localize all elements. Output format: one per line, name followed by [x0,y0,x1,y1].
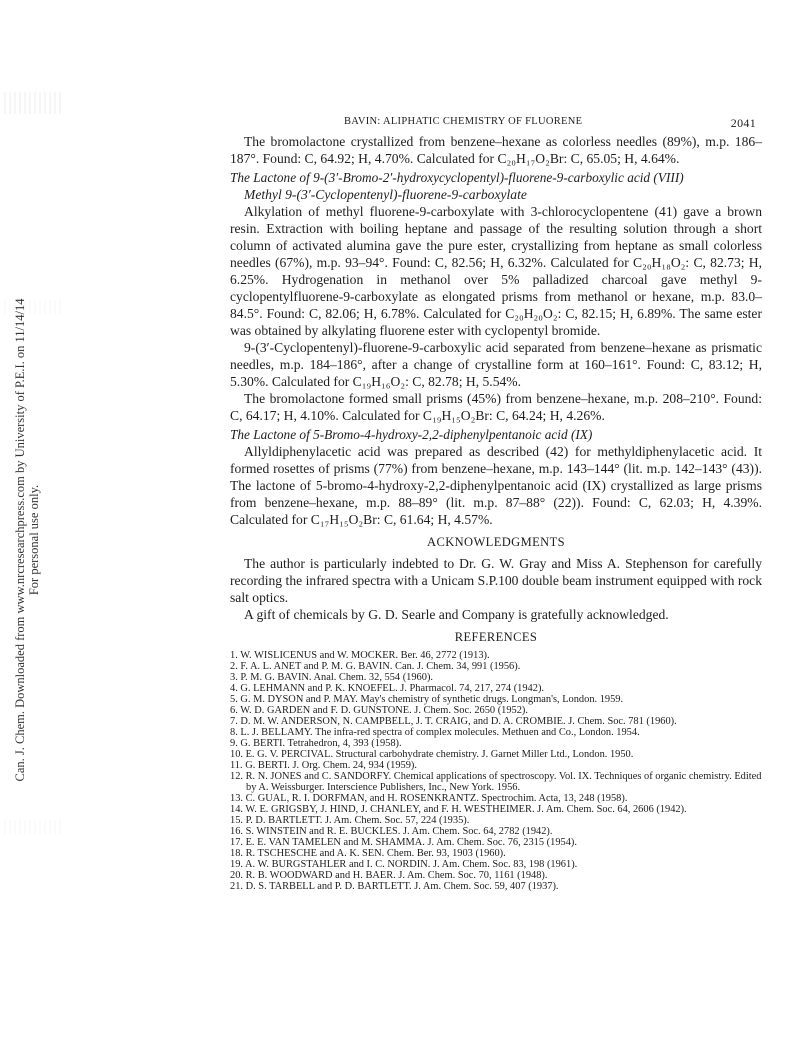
reference-item: 14. W. E. GRIGSBY, J. HIND, J. CHANLEY, and F. H. WESTHEIMER. J. Am. Chem. Soc. 64, 2606 (1942). [230,804,687,815]
paragraph-allyldiphenylacetic: Allyldiphenylacetic acid was prepared as described (42) for methyldiphenylacetic acid. It formed rosettes of prisms (77%) from benzene–hexane, m.p. 143–144° (lit. m.p. 142–143° (43)). The lactone of 5-bromo-4-hydroxy-2,2-diphenylpentanoic acid (IX) crystallized as large prisms from benzene–hexane, m.p. 88–89° (lit. m.p. 87–88° (22)). Found: C, 62.03; H, 4.39%. Calculated for C₁₇H₁₅O₂Br: C, 61.64; H, 4.57%. [230,444,762,527]
references-heading: REFERENCES [454,630,538,644]
article-body [230,133,762,892]
reference-item: 11. G. BERTI. J. Org. Chem. 24, 934 (1959). [230,760,417,771]
reference-item: 20. R. B. WOODWARD and H. BAER. J. Am. Chem. Soc. 70, 1161 (1948). [230,870,548,881]
subheading-methyl-ester: Methyl 9-(3′-Cyclopentenyl)-fluorene-9-carboxylate [244,187,527,202]
watermark-line-2: For personal use only. [27,484,41,596]
section-heading-viii: The Lactone of 9-(3′-Bromo-2′-hydroxycyclopentyl)-fluorene-9-carboxylic acid (VIII) [230,170,684,185]
reference-list [230,650,762,892]
reference-item: 7. D. M. W. ANDERSON, N. CAMPBELL, J. T. CRAIG, and D. A. CROMBIE. J. Chem. Soc. 781 (1960). [230,716,677,727]
running-title: BAVIN: ALIPHATIC CHEMISTRY OF FLUORENE [344,116,583,127]
reference-item: 5. G. M. DYSON and P. MAY. May's chemistry of synthetic drugs. Longman's, London. 1959. [230,694,624,705]
reference-item: 1. W. WISLICENUS and W. MOCKER. Ber. 46, 2772 (1913). [230,650,490,661]
acknowledgments-heading: ACKNOWLEDGMENTS [427,535,565,549]
section-heading-ix: The Lactone of 5-Bromo-4-hydroxy-2,2-diphenylpentanoic acid (IX) [230,427,593,442]
paragraph-bromolactone: The bromolactone crystallized from benzene–hexane as colorless needles (89%), m.p. 186–187°. Found: C, 64.92; H, 4.70%. Calculated for C₂₀H₁₇O₂Br: C, 65.05; H, 4.64%. [230,134,762,166]
paragraph-carboxylic-acid: 9-(3′-Cyclopentenyl)-fluorene-9-carboxylic acid separated from benzene–hexane as prismatic needles, m.p. 184–186°, after a change of crystalline form at 160–161°. Found: C, 83.12; H, 5.30%. Calculated for C₁₉H₁₆O₂: C, 82.78; H, 5.54%. [230,340,762,389]
reference-item: 15. P. D. BARTLETT. J. Am. Chem. Soc. 57, 224 (1935). [230,815,470,826]
reference-item: 4. G. LEHMANN and P. K. KNOEFEL. J. Pharmacol. 74, 217, 274 (1942). [230,683,545,694]
reference-item: 2. F. A. L. ANET and P. M. G. BAVIN. Can. J. Chem. 34, 991 (1956). [230,661,521,672]
reference-item: 8. L. J. BELLAMY. The infra-red spectra of complex molecules. Methuen and Co., London. 1954. [230,727,640,738]
acknowledgments-paragraph-2: A gift of chemicals by G. D. Searle and Company is gratefully acknowledged. [244,607,669,622]
download-watermark [13,270,41,810]
reference-item: 17. E. E. VAN TAMELEN and M. SHAMMA. J. Am. Chem. Soc. 76, 2315 (1954). [230,837,577,848]
reference-item: 18. R. TSCHESCHE and A. K. SEN. Chem. Ber. 93, 1903 (1960). [230,848,506,859]
paragraph-alkylation: Alkylation of methyl fluorene-9-carboxylate with 3-chlorocyclopentene (41) gave a brown resin. Extraction with boiling heptane and passage of the resulting solution through a short column of activated alumina gave the pure ester, crystallizing from heptane as small colorless needles (67%), m.p. 93–94°. Found: C, 82.56; H, 6.32%. Calculated for C₂₀H₁₈O₂: C, 82.73; H, 6.25%. Hydrogenation in methanol over 5% palladized charcoal gave methyl 9-cyclopentylfluorene-9-carboxylate as elongated prisms from methanol or hexane, m.p. 83.0–84.5°. Found: C, 82.06; H, 6.78%. Calculated for C₂₀H₂₀O₂: C, 82.15; H, 6.89%. The same ester was obtained by alkylating fluorene ester with cyclopentyl bromide. [230,204,762,338]
reference-item: 19. A. W. BURGSTAHLER and I. C. NORDIN. J. Am. Chem. Soc. 83, 198 (1961). [230,859,578,870]
reference-item: 13. C. GUAL, R. I. DORFMAN, and H. ROSENKRANTZ. Spectrochim. Acta, 13, 248 (1958). [230,793,628,804]
page-number: 2041 [730,116,756,130]
reference-item: 21. D. S. TARBELL and P. D. BARTLETT. J. Am. Chem. Soc. 59, 407 (1937). [230,881,559,892]
reference-item: 16. S. WINSTEIN and R. E. BUCKLES. J. Am. Chem. Soc. 64, 2782 (1942). [230,826,553,837]
reference-item: 3. P. M. G. BAVIN. Anal. Chem. 32, 554 (1960). [230,672,434,683]
scan-noise-bottom [4,820,64,834]
paragraph-bromolactone-prisms: The bromolactone formed small prisms (45%) from benzene–hexane, m.p. 208–210°. Found: C, 64.17; H, 4.10%. Calculated for C₁₉H₁₅O₂Br: C, 64.24; H, 4.26%. [230,391,762,423]
scan-noise-top [4,92,64,114]
reference-item: 9. G. BERTI. Tetrahedron, 4, 393 (1958). [230,738,402,749]
reference-item: 10. E. G. V. PERCIVAL. Structural carbohydrate chemistry. J. Garnet Miller Ltd., London. 1950. [230,749,634,760]
page-header [230,116,762,130]
reference-item: 12. R. N. JONES and C. SANDORFY. Chemical applications of spectroscopy. Vol. IX. Techniques of organic chemistry. Edited by A. Weissburger. Interscience Publishers, Inc., New York. 1956. [230,771,762,793]
reference-item: 6. W. D. GARDEN and F. D. GUNSTONE. J. Chem. Soc. 2650 (1952). [230,705,528,716]
watermark-line-1: Can. J. Chem. Downloaded from www.nrcresearchpress.com by University of P.E.I. on 11/14/14 [13,298,27,782]
acknowledgments-paragraph-1: The author is particularly indebted to Dr. G. W. Gray and Miss A. Stephenson for carefully recording the infrared spectra with a Unicam S.P.100 double beam instrument equipped with rock salt optics. [230,556,762,605]
